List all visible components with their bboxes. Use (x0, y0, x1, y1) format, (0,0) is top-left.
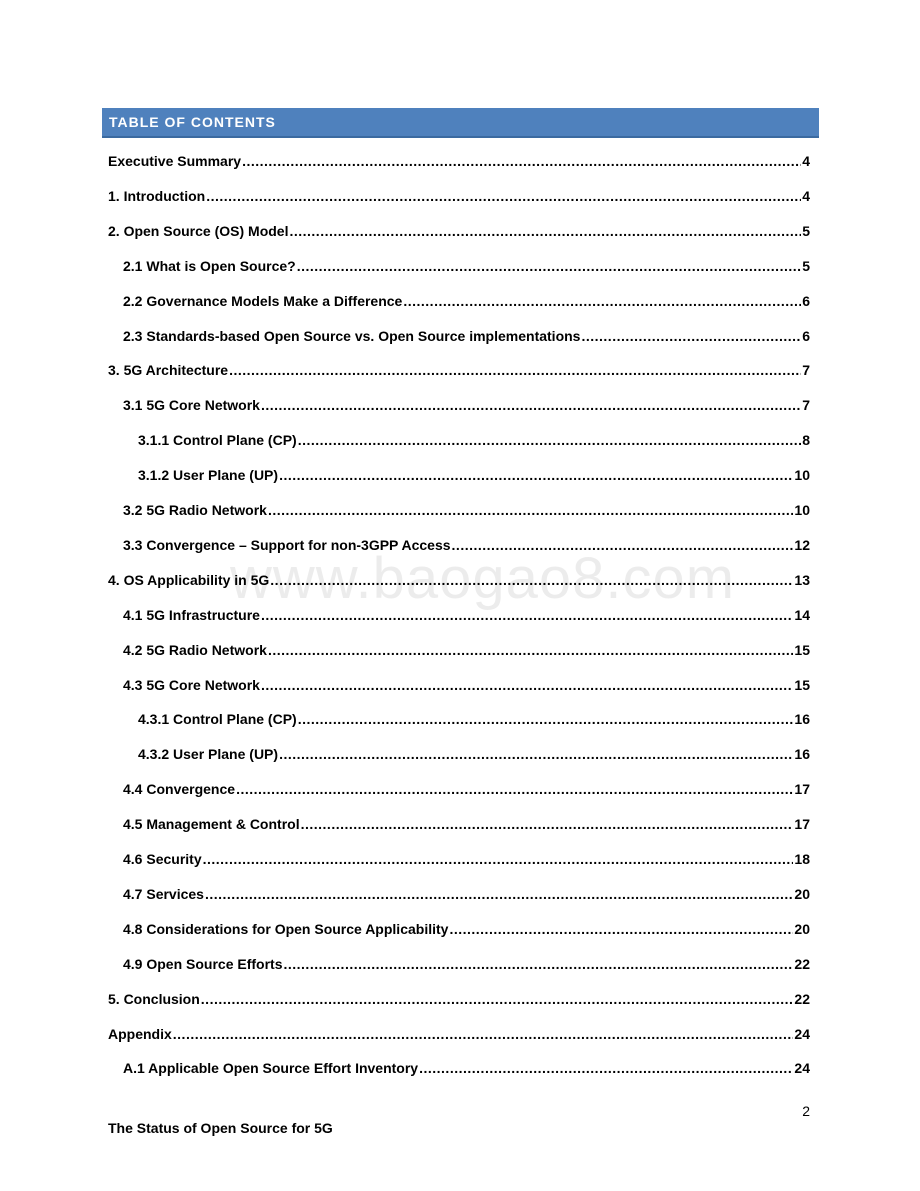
toc-entry-title: 4.7 Services (123, 886, 204, 902)
toc-dot-leader (452, 536, 794, 554)
toc-entry[interactable] (123, 920, 810, 938)
toc-entry-page: 10 (794, 502, 810, 518)
toc-entry-page: 15 (794, 677, 810, 693)
toc-entry[interactable] (123, 396, 810, 414)
toc-entry-page: 22 (794, 991, 810, 1007)
toc-entry[interactable] (123, 292, 810, 310)
toc-entry-title: Appendix (108, 1026, 172, 1042)
toc-heading: TABLE OF CONTENTS (109, 114, 276, 130)
toc-entry-title: 3.1.1 Control Plane (CP) (138, 432, 297, 448)
toc-entry[interactable] (138, 431, 810, 449)
toc-dot-leader (205, 885, 793, 903)
toc-entry-title: 4. OS Applicability in 5G (108, 572, 270, 588)
toc-entry-page: 10 (794, 467, 810, 483)
toc-entry-title: 2. Open Source (OS) Model (108, 223, 289, 239)
toc-entry-title: 2.3 Standards-based Open Source vs. Open Source implementations (123, 328, 581, 344)
toc-entry[interactable] (138, 710, 810, 728)
toc-dot-leader (403, 292, 801, 310)
toc-entry-page: 5 (802, 223, 810, 239)
toc-entry-title: 3.2 5G Radio Network (123, 502, 267, 518)
toc-entry-page: 24 (794, 1026, 810, 1042)
toc-entry-page: 6 (802, 293, 810, 309)
toc-entry[interactable] (123, 815, 810, 833)
toc-dot-leader (298, 710, 794, 728)
toc-entry-page: 8 (802, 432, 810, 448)
toc-entry[interactable] (123, 327, 810, 345)
toc-entry[interactable] (138, 745, 810, 763)
toc-entry-title: 1. Introduction (108, 188, 206, 204)
toc-entry-page: 20 (794, 886, 810, 902)
toc-dot-leader (236, 780, 793, 798)
toc-entry-page: 24 (794, 1060, 810, 1076)
toc-entry[interactable] (108, 1025, 810, 1043)
toc-dot-leader (298, 431, 802, 449)
watermark: www.baogao8.com (230, 546, 736, 611)
toc-entry-title: 2.1 What is Open Source? (123, 258, 296, 274)
toc-dot-leader (301, 815, 794, 833)
toc-entry[interactable] (123, 676, 810, 694)
toc-entry-title: 4.3.2 User Plane (UP) (138, 746, 279, 762)
toc-dot-leader (261, 396, 801, 414)
toc-entry-page: 5 (802, 258, 810, 274)
toc-dot-leader (229, 361, 801, 379)
toc-entry-page: 7 (802, 362, 810, 378)
toc-entry-title: 4.8 Considerations for Open Source Applicability (123, 921, 449, 937)
toc-dot-leader (419, 1059, 793, 1077)
toc-entry[interactable] (123, 641, 810, 659)
toc-entry-title: 2.2 Governance Models Make a Difference (123, 293, 403, 309)
toc-dot-leader (242, 152, 801, 170)
toc-entry-page: 4 (802, 153, 810, 169)
toc-entry[interactable] (108, 222, 810, 240)
toc-entry-title: A.1 Applicable Open Source Effort Inventory (123, 1060, 419, 1076)
toc-dot-leader (268, 501, 793, 519)
toc-dot-leader (261, 606, 793, 624)
toc-entry[interactable] (123, 536, 810, 554)
toc-dot-leader (283, 955, 793, 973)
toc-entry-title: 4.9 Open Source Efforts (123, 956, 283, 972)
toc-dot-leader (206, 187, 801, 205)
toc-entry-title: 5. Conclusion (108, 991, 200, 1007)
toc-entry-page: 7 (802, 397, 810, 413)
toc-entry[interactable] (123, 885, 810, 903)
toc-dot-leader (581, 327, 801, 345)
toc-entry-page: 17 (794, 816, 810, 832)
page-number: 2 (802, 1103, 810, 1119)
footer-document-title: The Status of Open Source for 5G (108, 1120, 333, 1136)
toc-entry-title: 4.2 5G Radio Network (123, 642, 267, 658)
toc-entry-title: 4.5 Management & Control (123, 816, 300, 832)
toc-entry-title: 3. 5G Architecture (108, 362, 229, 378)
toc-entry-page: 16 (794, 711, 810, 727)
toc-entry-title: 3.1.2 User Plane (UP) (138, 467, 279, 483)
toc-entry[interactable] (123, 955, 810, 973)
toc-entry[interactable] (123, 1059, 810, 1077)
toc-entry-page: 22 (794, 956, 810, 972)
toc-entry-page: 17 (794, 781, 810, 797)
toc-entry[interactable] (123, 850, 810, 868)
toc-entry-title: Executive Summary (108, 153, 242, 169)
toc-dot-leader (203, 850, 794, 868)
toc-dot-leader (297, 257, 802, 275)
toc-dot-leader (279, 745, 793, 763)
toc-dot-leader (270, 571, 793, 589)
toc-entry-title: 4.4 Convergence (123, 781, 236, 797)
toc-entry-page: 18 (794, 851, 810, 867)
toc-entry-title: 4.3 5G Core Network (123, 677, 260, 693)
toc-entry-title: 4.3.1 Control Plane (CP) (138, 711, 297, 727)
toc-entry-page: 6 (802, 328, 810, 344)
toc-entry-page: 4 (802, 188, 810, 204)
toc-entry[interactable] (123, 780, 810, 798)
toc-entry-title: 3.3 Convergence – Support for non-3GPP Access (123, 537, 451, 553)
toc-entry-page: 15 (794, 642, 810, 658)
toc-dot-leader (449, 920, 793, 938)
toc-entry[interactable] (108, 571, 810, 589)
toc-dot-leader (201, 990, 794, 1008)
toc-entry[interactable] (138, 466, 810, 484)
toc-entry[interactable] (108, 152, 810, 170)
toc-entry[interactable] (123, 606, 810, 624)
toc-entry-title: 3.1 5G Core Network (123, 397, 260, 413)
toc-dot-leader (268, 641, 793, 659)
toc-dot-leader (261, 676, 793, 694)
toc-entry-page: 12 (794, 537, 810, 553)
toc-entry[interactable] (108, 361, 810, 379)
toc-entry[interactable] (123, 501, 810, 519)
toc-entry-page: 20 (794, 921, 810, 937)
toc-entry-title: 4.6 Security (123, 851, 202, 867)
toc-entry[interactable] (108, 187, 810, 205)
toc-entry-page: 16 (794, 746, 810, 762)
toc-entry[interactable] (108, 990, 810, 1008)
toc-entry-page: 14 (794, 607, 810, 623)
toc-entry-title: 4.1 5G Infrastructure (123, 607, 260, 623)
toc-dot-leader (173, 1025, 794, 1043)
toc-dot-leader (289, 222, 801, 240)
toc-entry-page: 13 (794, 572, 810, 588)
toc-dot-leader (279, 466, 793, 484)
toc-entry[interactable] (123, 257, 810, 275)
